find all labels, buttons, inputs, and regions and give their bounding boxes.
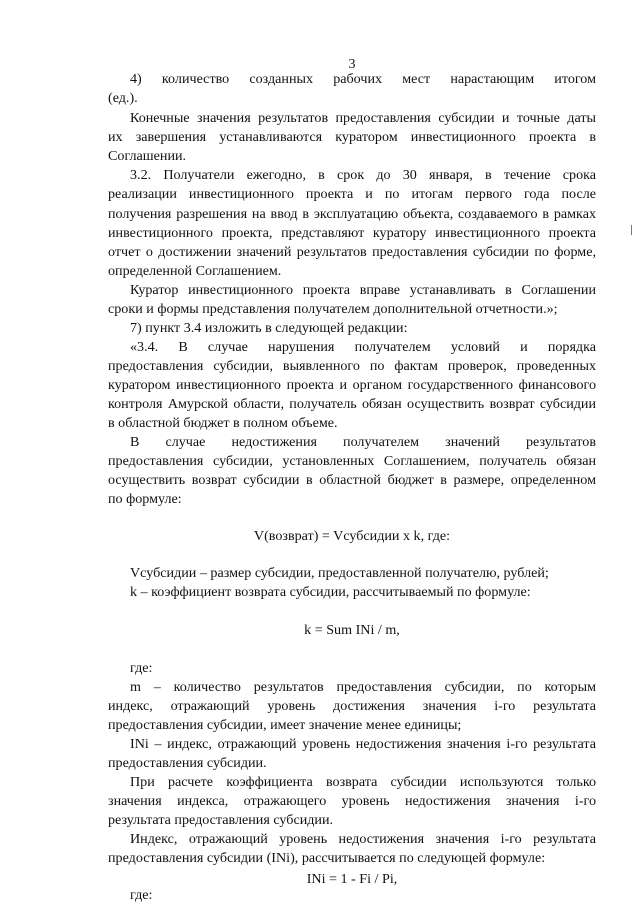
text-line-33: значения индекса, отражающего уровень недостижения значения i-го [108,793,596,809]
text-line-22: осуществить возврат субсидии в областной бюджет в размере, определенном [108,472,596,488]
text-line-14: 7) пункт 3.4 изложить в следующей редакции: [130,320,408,336]
text-line-15: «3.4. В случае нарушения получателем условий и порядка [130,339,596,355]
text-line-11: определенной Соглашением. [108,263,282,279]
page-number: 3 [348,57,356,72]
text-line-35: Индекс, отражающий уровень недостижения значения i-го результата [130,831,596,847]
text-line-23: по формуле: [108,491,182,507]
text-line-34: результата предоставления субсидии. [108,812,334,828]
text-line-32: При расчете коэффициента возврата субсидии используются только [130,774,596,790]
text-line-28: индекс, отражающий уровень достижения значения i-го результата [108,698,596,714]
text-line-19: в областной бюджет в полном объеме. [108,415,338,431]
text-line-5: Соглашении. [108,148,187,164]
text-line-18: контроля Амурской области, получатель обязан осуществить возврат субсидии [108,396,596,412]
text-line-3: Конечные значения результатов предоставления субсидии и точные даты [130,110,596,126]
formula-v-return: V(возврат) = Vсубсидии x k, где: [253,528,451,544]
text-line-24: Vсубсидии – размер субсидии, предоставленной получателю, рублей; [130,565,549,581]
formula-ini: INi = 1 - Fi / Pi, [306,871,398,887]
text-line-9: инвестиционного проекта, представляют куратору инвестиционного проекта [108,225,596,241]
text-line-26: где: [130,660,153,676]
text-line-27: m – количество результатов предоставления субсидии, по которым [130,679,596,695]
text-line-25: k – коэффициент возврата субсидии, рассчитываемый по формуле: [130,584,531,600]
text-line-4: их завершения устанавливаются куратором инвестиционного проекта в [108,129,596,145]
text-line-17: куратором инвестиционного проекта и органом государственного финансового [108,377,596,393]
text-line-30: INi – индекс, отражающий уровень недостижения значения i-го результата [130,736,596,752]
text-line-12: Куратор инвестиционного проекта вправе устанавливать в Соглашении [130,282,596,298]
text-line-37: где: [130,887,153,903]
text-line-16: предоставления субсидии, выявленного по фактам проверок, проведенных [108,358,596,374]
text-line-8: получения разрешения на ввод в эксплуатацию объекта, создаваемого в рамках [108,206,596,222]
scan-mark [631,225,632,235]
text-line-20: В случае недостижения получателем значений результатов [130,434,596,450]
text-line-36: предоставления субсидии (INi), рассчитывается по следующей формуле: [108,850,546,866]
text-line-6: 3.2. Получатели ежегодно, в срок до 30 января, в течение срока [130,167,596,183]
text-line-10: отчет о достижении значений результатов предоставления субсидии по форме, [108,244,596,260]
text-line-13: сроки и формы представления получателем дополнительной отчетности.»; [108,301,558,317]
text-line-29: предоставления субсидии, имеет значение менее единицы; [108,717,462,733]
text-line-1: 4) количество созданных рабочих мест нарастающим итогом [130,71,596,87]
text-line-21: предоставления субсидии, установленных Соглашением, получатель обязан [108,453,596,469]
text-line-31: предоставления субсидии. [108,755,267,771]
formula-k: k = Sum INi / m, [304,622,400,638]
text-line-2: (ед.). [108,90,138,106]
text-line-7: реализации инвестиционного проекта и по итогам первого года после [108,186,596,202]
